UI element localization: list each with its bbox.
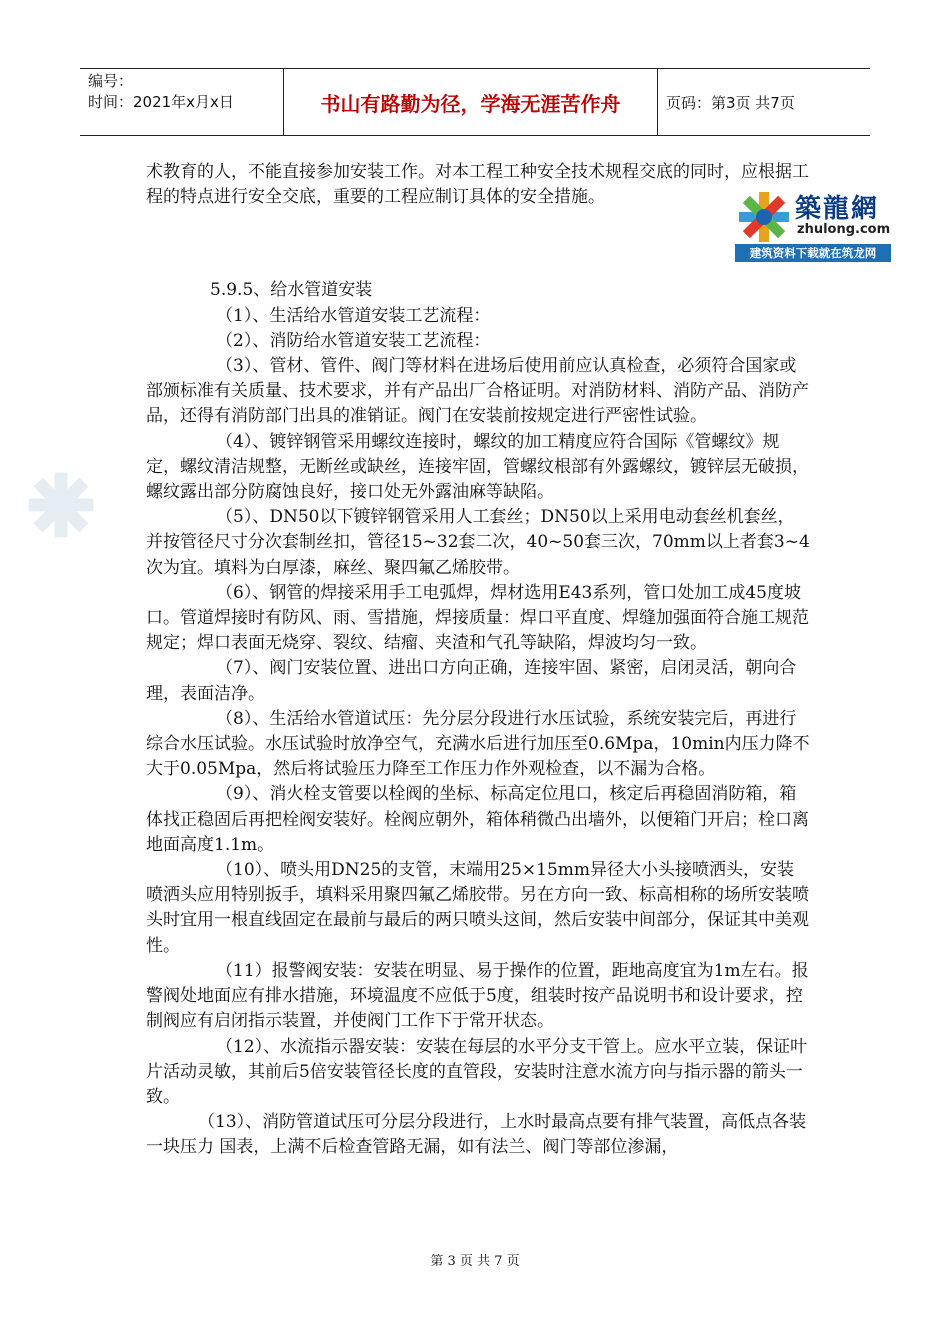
paragraph: （4）、镀锌钢管采用螺纹连接时，螺纹的加工精度应符合国际《管螺纹》规定，螺纹清洁规整，无断丝或缺丝，连接牢固，管螺纹根部有外露螺纹，镀锌层无破损，螺纹露出部分防腐蚀良好，接口处无外露油麻等缺陷。 bbox=[146, 431, 809, 503]
paragraph: （9）、消火栓支管要以栓阀的坐标、标高定位甩口，核定后再稳固消防箱，箱体找正稳固后再把栓阀安装好。栓阀应朝外，箱体稍微凸出墙外，以便箱门开启；栓口离地面高度1.1m。 bbox=[146, 784, 809, 855]
logo-tagline: 建筑资料下载就在筑龙网 bbox=[735, 244, 891, 262]
paragraph: 术教育的人，不能直接参加安装工作。对本工程工种安全技术规程交底的同时，应根据工程的特点进行安全交底，重要的工程应制订具体的安全措施。 bbox=[146, 162, 809, 208]
paragraph: （13）、消防管道试压可分层分段进行，上水时最高点要有排气装置，高低点各装一块压力 国表，上满不后检查管路无漏，如有法兰、阀门等部位渗漏， bbox=[146, 1112, 807, 1158]
paragraph: （1）、生活给水管道安装工艺流程： bbox=[216, 305, 491, 326]
paragraph: （5）、DN50以下镀锌钢管采用人工套丝；DN50以上采用电动套丝机套丝，并按管径尺寸分次套制丝扣，管径15~32套二次，40~50套三次，70mm以上者套3~4次为宜。填料为白厚漆，麻丝、聚四氟乙烯胶带。 bbox=[146, 507, 810, 578]
paragraph: （8）、生活给水管道试压：先分层分段进行水压试验，系统安装完后，再进行综合水压试验。水压试验时放净空气，充满水后进行加压至0.6Mpa，10min内压力降不大于0.05Mpa，然后将试验压力降至工作压力作外观检查，以不漏为合格。 bbox=[146, 708, 810, 780]
paragraph: （3）、管材、管件、阀门等材料在进场后使用前应认真检查，必须符合国家或部颁标准有关质量、技术要求，并有产品出厂合格证明。对消防材料、消防产品、消防产品，还得有消防部门出具的准销证。阀门在安装前按规定进行严密性试验。 bbox=[146, 356, 809, 427]
paragraph: （11）报警阀安装：安装在明显、易于操作的位置，距地高度宜为1m左右。报警阀处地面应有排水措施，环境温度不应低于5度，组装时按产品说明书和设计要求，控制阀应有启闭指示装置，并使阀门工作下于常开状态。 bbox=[146, 960, 809, 1032]
header-motto: 书山有路勤为径，学海无涯苦作舟 bbox=[284, 69, 658, 135]
paragraph: （6）、钢管的焊接采用手工电弧焊，焊材选用E43系列，管口处加工成45度坡口。管道焊接时有防风、雨、雪措施，焊接质量：焊口平直度、焊缝加强面符合施工规范规定；焊口表面无烧穿、裂纹、结瘤、夹渣和气孔等缺陷，焊波均匀一致。 bbox=[146, 582, 809, 654]
code-label: 编号： bbox=[88, 72, 134, 90]
paragraph: （7）、阀门安装位置、进出口方向正确，连接牢固、紧密，启闭灵活，朝向合理，表面洁净。 bbox=[146, 658, 797, 704]
logo-name: 築龍網 bbox=[795, 194, 880, 224]
section-title: 5.9.5、给水管道安装 bbox=[210, 280, 373, 301]
paragraph: （12）、水流指示器安装：安装在每层的水平分支干管上。应水平立装，保证叶片活动灵敏，其前后5倍安装管径长度的直管段，安装时注意水流方向与指示器的箭头一致。 bbox=[146, 1036, 808, 1107]
watermark-snowflake-icon bbox=[26, 470, 96, 540]
logo-url: zhulong.com bbox=[797, 222, 891, 237]
page-header bbox=[80, 68, 870, 136]
header-meta bbox=[80, 69, 284, 135]
paragraph: （2）、消防给水管道安装工艺流程： bbox=[216, 330, 491, 351]
page-footer: 第 3 页 共 7 页 bbox=[430, 1254, 520, 1269]
time-label: 时间：2021年x月x日 bbox=[88, 93, 234, 111]
paragraph: （10）、喷头用DN25的支管，末端用25×15mm异径大小头接喷洒头，安装喷洒头应用特别扳手，填料采用聚四氟乙烯胶带。另在方向一致、标高相称的场所安装喷头时宜用一根直线固定在最前与最后的两只喷头这间，然后安装中间部分，保证其中美观性。 bbox=[146, 860, 809, 956]
document-body bbox=[146, 160, 810, 1161]
header-page-info: 页码：第3页 共7页 bbox=[666, 93, 795, 112]
